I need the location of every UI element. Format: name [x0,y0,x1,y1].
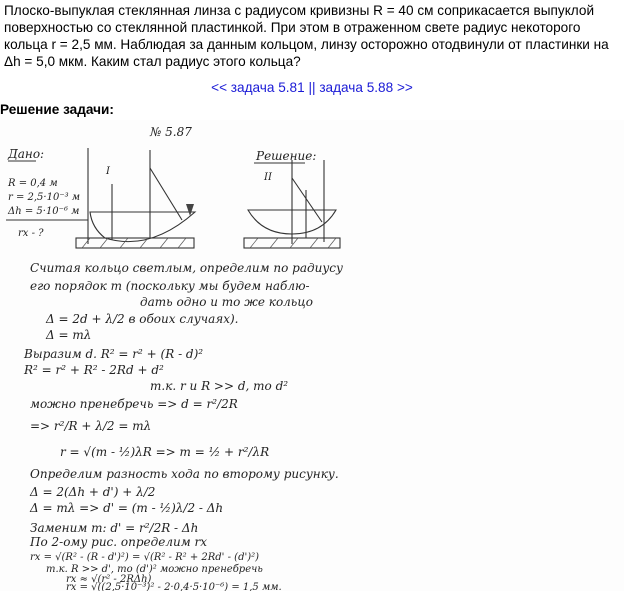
solution-line: rx = √(R² - (R - d')²) = √(R² - R² + 2Rd' - (d')²) [30,552,260,563]
solution-scan-image [0,120,624,591]
solution-line: Выразим d. R² = r² + (R - d)² [24,347,204,361]
scan-problem-number: № 5.87 [150,125,192,139]
solution-line: Считая кольцо светлым, определим по радиусу [30,261,343,275]
given-item: r = 2,5·10⁻³ м [8,192,81,203]
given-item: rx - ? [18,228,44,239]
solution-line: дать одно и то же кольцо [140,295,313,309]
problem-statement: Плоско-выпуклая стеклянная линза с радиусом кривизны R = 40 см соприкасается выпуклой поверхностью со стеклянной пластинкой. При этом в отраженном свете радиус некоторого кольца r = 2,5 мм. Наблюдая за данным кольцом, линзу осторожно отодвинули от пластинки на Δh = 5,0 мкм. Каким стал радиус этого кольца? [4,3,609,69]
radius-line [292,178,322,222]
solution-line: Δ = 2d + λ/2 в обоих случаях). [46,312,239,326]
hatch-line [160,238,168,248]
hatch-line [120,238,128,248]
solution-line: его порядок m (поскольку мы будем наблю- [30,279,310,293]
figure-two-label: II [264,172,272,183]
figure-two [244,160,340,248]
solution-line: можно пренебречь => d = r²/2R [30,397,238,411]
figure-one-label: I [106,166,110,177]
hatch-line [310,238,318,248]
hatch-line [290,238,298,248]
solution-line: Δ = 2(Δh + d') + λ/2 [30,485,156,499]
prev-problem-link[interactable]: << задача 5.81 [211,80,305,95]
hatch-line [270,238,278,248]
hatch-line [100,238,108,248]
solution-line: т.к. R >> d', то (d')² можно пренебречь [46,564,263,575]
nav-separator: || [304,80,320,95]
glass-plate [76,238,194,248]
solution-line: Определим разность хода по второму рисунку. [30,467,339,481]
given-item: R = 0,4 м [8,178,58,189]
solution-title: Решение: [256,149,317,163]
solution-line: R² = r² + R² - 2Rd + d² [24,363,164,377]
given-title: Дано: [8,147,45,161]
problem-navigation [0,80,624,95]
solution-line: rx = √((2,5·10⁻³)² - 2·0,4·5·10⁻⁶) = 1,5 мм. [66,582,282,591]
solution-line: т.к. r и R >> d, то d² [150,379,289,393]
figure-one [76,150,195,248]
hatch-line [82,238,90,248]
solution-line: rx ≈ √(r² - 2RΔh) [66,574,152,585]
solution-line: Δ = mλ => d' = (m - ½)λ/2 - Δh [30,501,224,515]
solution-line: => r²/R + λ/2 = mλ [30,419,152,433]
hatch-line [250,238,258,248]
solution-line: Δ = mλ [46,328,92,342]
hatch-line [178,238,186,248]
solution-line: Заменим m: d' = r²/2R - Δh [30,521,199,535]
solution-line: r = √(m - ½)λR => m = ½ + r²/λR [60,445,270,459]
solution-heading: Решение задачи: [0,102,114,117]
given-item: Δh = 5·10⁻⁶ м [8,206,80,217]
solution-line: По 2-ому рис. определим rx [30,535,207,549]
next-problem-link[interactable]: задача 5.88 >> [319,80,413,95]
handwritten-solution [0,120,624,591]
hatch-line [328,238,336,248]
